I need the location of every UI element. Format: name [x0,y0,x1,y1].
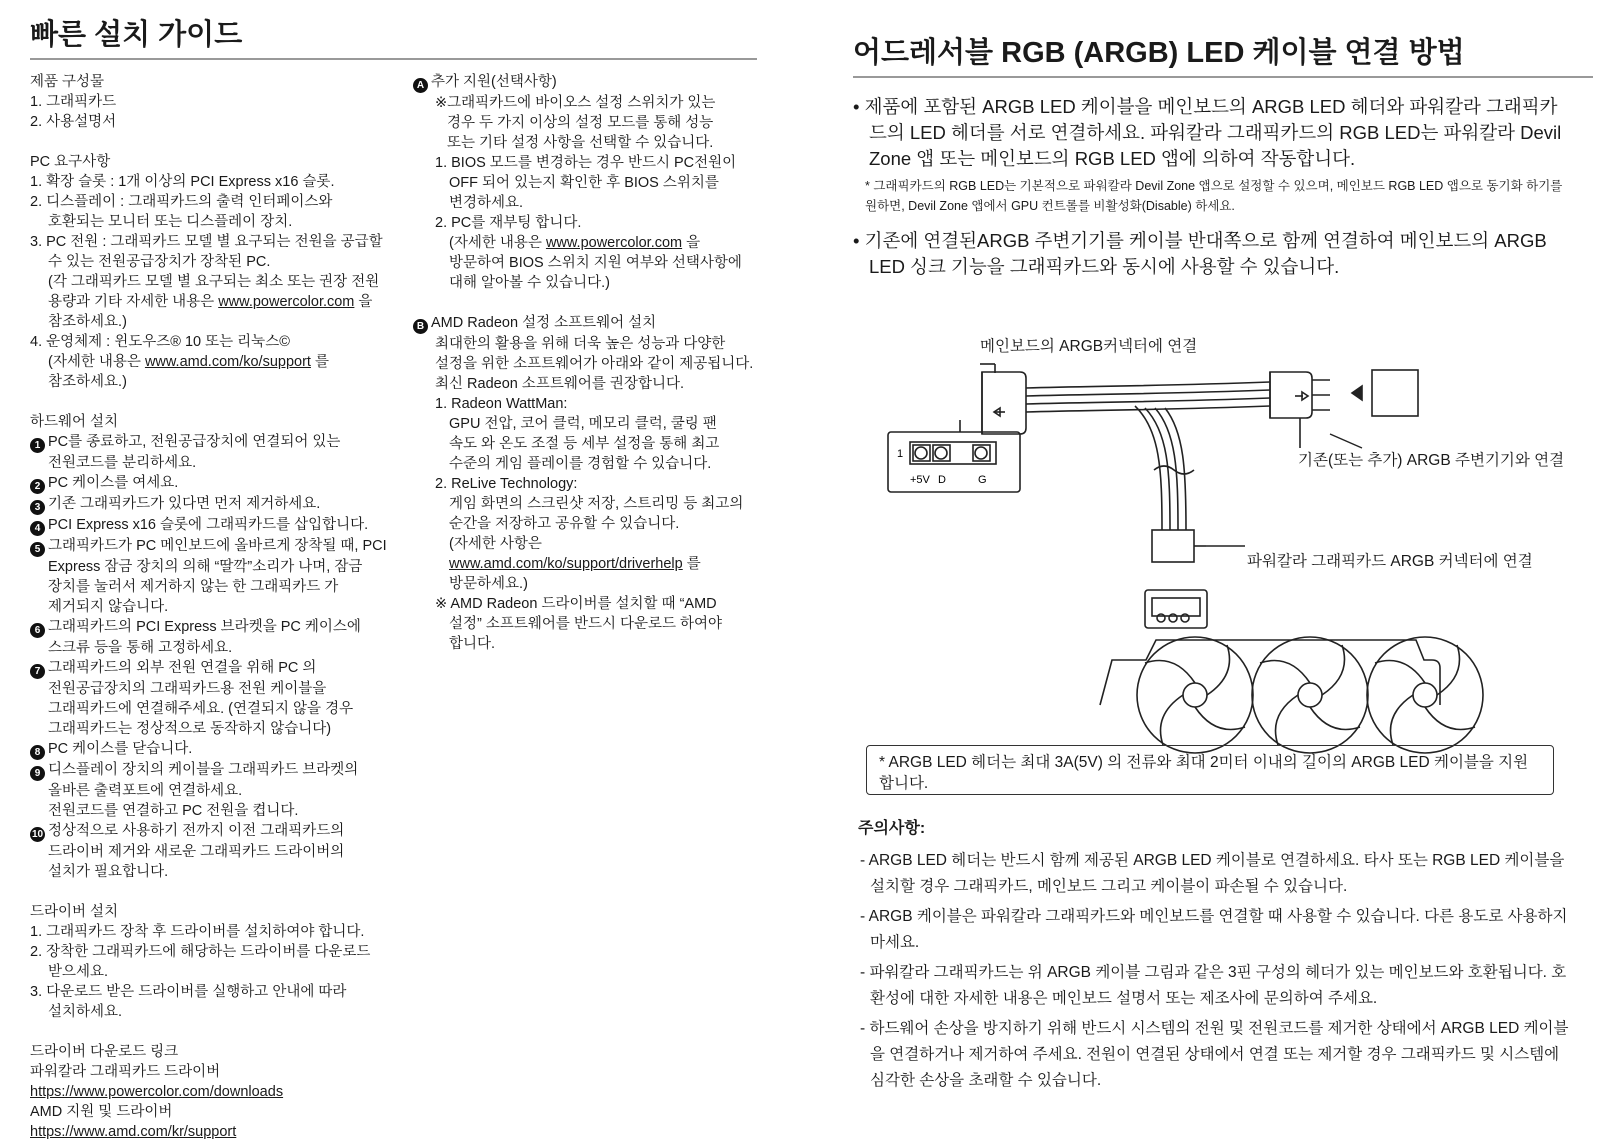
hardware-step-line [30,760,400,781]
amd-kr-support-link[interactable]: https://www.amd.com/kr/support [30,1124,237,1140]
step-number-badge: 4 [30,521,45,536]
optional-support-heading [413,72,758,93]
bullet-1-text: 제품에 포함된 ARGB LED 케이블을 메인보드의 ARGB LED 헤더와 파워칼라 그래픽카드의 LED 헤더를 서로 연결하세요. 파워칼라 그래픽카드의 RGB LED는 파워칼라 Devil Zone 앱 또는 메인보드의 RGB LED 앱에 의하여 작동합니다. [864,96,1562,169]
badge-a: A [413,78,428,93]
right-title-rule [853,76,1593,78]
req-line [30,352,400,372]
radeon-software-heading [413,313,758,334]
package-item: 2. 사용설명서 [30,114,117,130]
b-line: 최대한의 활용을 위해 더욱 높은 성능과 다양한 [435,336,726,352]
req-text: 용량과 기타 자세한 내용은 [48,294,215,310]
step-text: PCI Express x16 슬롯에 그래픽카드를 삽입합니다. [48,517,369,533]
step-text: 정상적으로 사용하기 전까지 이전 그래픽카드의 [48,823,345,839]
req-line: 1. 확장 슬롯 : 1개 이상의 PCI Express x16 슬롯. [30,174,335,190]
hardware-step-line [30,617,400,638]
hardware-step-line [30,494,400,515]
step-text: 그래픽카드의 PCI Express 브라켓을 PC 케이스에 [48,619,361,635]
hardware-step-line [30,739,400,760]
hardware-step-line: 드라이버 제거와 새로운 그래픽카드 드라이버의 [48,844,345,860]
badge-b: B [413,319,428,334]
driver-line: 받으세요. [48,964,109,980]
pin-g-label: G [978,474,987,486]
step-number-badge: 1 [30,438,45,453]
a-line: 변경하세요. [449,195,524,211]
req-text: (자세한 내용은 [48,354,141,370]
req-text: 를 [314,354,329,370]
label-gpu-connector: 파워칼라 그래픽카드 ARGB 커넥터에 연결 [1247,553,1533,570]
driver-line: 2. 장착한 그래픽카드에 해당하는 드라이버를 다운로드 [30,944,371,960]
package-item: 1. 그래픽카드 [30,94,117,110]
b-text: 를 [686,556,701,572]
b-line: 1. Radeon WattMan: [435,396,568,412]
caution-item: - ARGB 케이블은 파워칼라 그래픽카드와 메인보드를 연결할 때 사용할 수 있습니다. 다른 용도로 사용하지 마세요. [860,908,1568,951]
a-line: OFF 되어 있는지 확인한 후 BIOS 스위치를 [449,175,719,191]
hardware-step-line: 전원코드를 분리하세요. [48,455,197,471]
b-line: 순간을 저장하고 공유할 수 있습니다. [449,516,680,532]
package-section [30,72,400,132]
hardware-step-line [30,473,400,494]
step-number-badge: 7 [30,664,45,679]
column-2 [413,72,758,654]
radeon-software-title: AMD Radeon 설정 소프트웨어 설치 [431,315,657,331]
amd-support-link[interactable]: www.amd.com/ko/support [144,354,311,370]
bullet-2: • 기존에 연결된ARGB 주변기기를 케이블 반대쪽으로 함께 연결하여 메인보드의 ARGB LED 싱크 기능을 그래픽카드와 동시에 사용할 수 있습니다. [853,230,1547,277]
driver-heading: 드라이버 설치 [30,904,119,920]
caution-item: - 하드웨어 손상을 방지하기 위해 반드시 시스템의 전원 및 전원코드를 제거한 상태에서 ARGB LED 케이블을 연결하거나 제거하여 주세요. 전원이 연결된 상태에서 연결 또는 제거할 경우 그래픽카드 및 시스템에 심각한 손상을 초래할 수 있습니다. [860,1020,1569,1089]
b-line: ※ AMD Radeon 드라이버를 설치할 때 “AMD [435,596,717,612]
powercolor-driver-label: 파워칼라 그래픽카드 드라이버 [30,1064,221,1080]
powercolor-link[interactable]: www.powercolor.com [218,294,355,310]
b-line: 2. ReLive Technology: [435,476,578,492]
req-line: 호환되는 모니터 또는 디스플레이 장치. [48,214,293,230]
caution-item: - ARGB LED 헤더는 반드시 함께 제공된 ARGB LED 케이블로 연결하세요. 타사 또는 RGB LED 케이블을 설치할 경우 그래픽카드, 메인보드 그리고 케이블이 파손될 수 있습니다. [860,852,1565,895]
hardware-step-line: 그래픽카드는 정상적으로 동작하지 않습니다) [48,721,332,737]
a-text: (자세한 내용은 [449,235,542,251]
hardware-step-line: 스크류 등을 통해 고정하세요. [48,640,233,656]
hardware-step-line [30,821,400,842]
requirements-section [30,152,400,392]
step-text: 디스플레이 장치의 케이블을 그래픽카드 브라켓의 [48,762,359,778]
req-line: (각 그래픽카드 모델 별 요구되는 최소 또는 권장 전원 [48,274,380,290]
req-line: 참조하세요.) [48,374,127,390]
column-1 [30,72,400,1142]
b-line: 수준의 게임 플레이를 경험할 수 있습니다. [449,456,712,472]
hardware-step-line: 전원코드를 연결하고 PC 전원을 켭니다. [48,803,299,819]
req-line: 수 있는 전원공급장치가 장착된 PC. [48,254,271,270]
hardware-step-line: 설치가 필요합니다. [48,864,169,880]
caution-section [858,815,1578,1098]
left-title-rule [30,58,757,60]
caution-heading: 주의사항: [858,820,926,837]
hardware-step-line: Express 잠금 장치의 의해 “딸깍”소리가 나며, 잠금 [48,559,363,575]
driver-line: 1. 그래픽카드 장착 후 드라이버를 설치하여야 합니다. [30,924,365,940]
optional-support-section [413,72,758,293]
links-section [30,1042,400,1142]
hardware-step-line: 장치를 눌러서 제거하지 않는 한 그래픽카드 가 [48,579,339,595]
step-number-badge: 2 [30,479,45,494]
b-line: GPU 전압, 코어 클럭, 메모리 클럭, 쿨링 팬 [449,416,717,432]
step-text: PC를 종료하고, 전원공급장치에 연결되어 있는 [48,434,341,450]
amd-driver-label: AMD 지원 및 드라이버 [30,1104,173,1120]
driver-line: 3. 다운로드 받은 드라이버를 실행하고 안내에 따라 [30,984,347,1000]
req-text: 을 [358,294,373,310]
bullet-1: • 제품에 포함된 ARGB LED 케이블을 메인보드의 ARGB LED 헤더와 파워칼라 그래픽카드의 LED 헤더를 서로 연결하세요. 파워칼라 그래픽카드의 RGB LED는 파워칼라 Devil Zone 앱 또는 메인보드의 RGB LED 앱에 의하여 작동합니다. [853,96,1562,169]
pin-d-label: D [938,474,946,486]
powercolor-downloads-link[interactable]: https://www.powercolor.com/downloads [30,1084,284,1100]
req-line [30,292,400,312]
hardware-step-line [30,658,400,679]
hardware-step-line: 올바른 출력포트에 연결하세요. [48,783,243,799]
hardware-step-line: 그래픽카드에 연결해주세요. (연결되지 않을 경우 [48,701,354,717]
hardware-steps [30,432,400,882]
step-text: 기존 그래픽카드가 있다면 먼저 제거하세요. [48,496,321,512]
b-line: 속도 와 온도 조절 등 세부 설정을 통해 최고 [449,436,720,452]
hardware-section [30,412,400,882]
step-number-badge: 8 [30,745,45,760]
b-line [413,554,758,574]
hardware-heading: 하드웨어 설치 [30,414,119,430]
a-line [413,233,758,253]
a-line: 또는 기타 설정 사항을 선택할 수 있습니다. [447,135,714,151]
req-line: 3. PC 전원 : 그래픽카드 모델 별 요구되는 전원을 공급할 [30,234,383,250]
left-page-title: 빠른 설치 가이드 [30,19,243,51]
bullet-2-text: 기존에 연결된ARGB 주변기기를 케이블 반대쪽으로 함께 연결하여 메인보드의 ARGB LED 싱크 기능을 그래픽카드와 동시에 사용할 수 있습니다. [864,230,1547,277]
b-line: 설정” 소프트웨어를 반드시 다운로드 하여야 [449,616,723,632]
b-line: 게임 화면의 스크린샷 저장, 스트리밍 등 최고의 [449,496,744,512]
b-line: (자세한 사항은 [449,536,542,552]
requirements-heading: PC 요구사항 [30,154,111,170]
amd-driverhelp-link[interactable]: www.amd.com/ko/support/driverhelp [449,556,683,572]
step-number-badge: 5 [30,542,45,557]
right-page-title: 어드레서블 RGB (ARGB) LED 케이블 연결 방법 [853,37,1465,69]
step-text: PC 케이스를 여세요. [48,475,179,491]
label-peripheral: 기존(또는 추가) ARGB 주변기기와 연결 [1298,452,1565,469]
current-limit-note: * ARGB LED 헤더는 최대 3A(5V) 의 전류와 최대 2미터 이내의 길이의 ARGB LED 케이블을 지원합니다. [866,745,1554,795]
step-number-badge: 3 [30,500,45,515]
step-number-badge: 9 [30,766,45,781]
b-line: 합니다. [449,636,496,652]
hardware-step-line: 제거되지 않습니다. [48,599,169,615]
hardware-step-line [30,515,400,536]
driver-section [30,902,400,1022]
right-bullets [853,94,1573,280]
argb-cable-diagram [897,350,1600,720]
step-text: PC 케이스를 닫습니다. [48,741,193,757]
driver-line: 설치하세요. [48,1004,123,1020]
a-line: 대해 알아볼 수 있습니다.) [449,275,611,291]
step-number-badge: 6 [30,623,45,638]
note-1: * 그래픽카드의 RGB LED는 기본적으로 파워칼라 Devil Zone 앱으로 설정할 수 있으며, 메인보드 RGB LED 앱으로 동기화 하기를 원하면, Devil Zone 앱에서 GPU 컨트롤를 비활성화(Disable) 하세요. [865,179,1563,213]
a-line: 방문하여 BIOS 스위치 지원 여부와 선택사항에 [449,255,742,271]
a-line: 2. PC를 재부팅 합니다. [435,215,582,231]
mb-connector [982,372,1026,434]
b-line: 방문하세요.) [449,576,528,592]
b-line: 최신 Radeon 소프트웨어를 권장합니다. [435,376,684,392]
pin-5v-label: +5V [910,474,930,486]
package-heading: 제품 구성물 [30,74,105,90]
step-text: 그래픽카드가 PC 메인보드에 올바르게 장착될 때, PCI [48,538,387,554]
hardware-step-line: 전원공급장치의 그래픽카드용 전원 케이블을 [48,681,327,697]
hardware-step-line [30,536,400,557]
powercolor-link[interactable]: www.powercolor.com [545,235,683,251]
step-text: 그래픽카드의 외부 전원 연결을 위해 PC 의 [48,660,317,676]
a-line: 경우 두 가지 이상의 설정 모드를 통해 성능 [447,115,714,131]
caution-item: - 파워칼라 그래픽카드는 위 ARGB 케이블 그림과 같은 3핀 구성의 헤더가 있는 메인보드와 호환됩니다. 호환성에 대한 자세한 내용은 메인보드 설명서 또는 제조사에 문의하여 주세요. [860,964,1567,1007]
pin-1-label: 1 [897,448,904,460]
optional-support-title: 추가 지원(선택사항) [431,74,557,90]
links-heading: 드라이버 다운로드 링크 [30,1044,179,1060]
req-line: 4. 운영체제 : 윈도우즈® 10 또는 리눅스© [30,334,290,350]
a-text: 을 [686,235,701,251]
radeon-software-section [413,313,758,654]
b-line: 설정을 위한 소프트웨어가 아래와 같이 제공됩니다. [435,356,754,372]
a-line: 1. BIOS 모드를 변경하는 경우 반드시 PC전원이 [435,155,737,171]
label-mainboard: 메인보드의 ARGB커넥터에 연결 [980,338,1198,355]
req-line: 2. 디스플레이 : 그래픽카드의 출력 인터페이스와 [30,194,333,210]
req-line: 참조하세요.) [48,314,127,330]
a-line: ※그래픽카드에 바이오스 설정 스위치가 있는 [435,95,716,111]
hardware-step-line [30,432,400,453]
step-number-badge: 10 [31,829,44,840]
